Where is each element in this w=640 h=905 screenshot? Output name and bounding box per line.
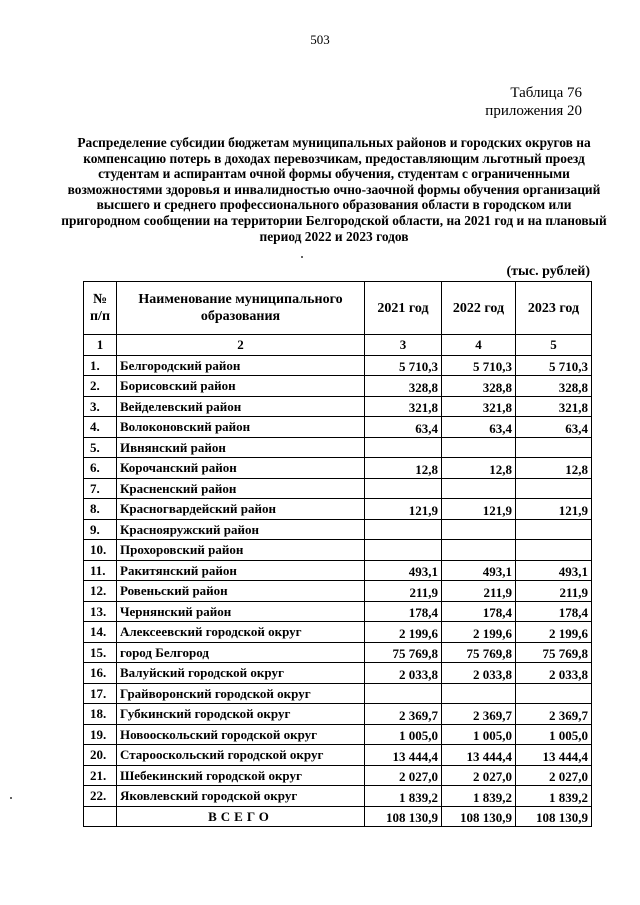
row-number: 22.	[84, 786, 117, 807]
table-row	[84, 396, 592, 417]
municipality-name: Старооскольский городской округ	[117, 745, 365, 766]
value-2021: 1 005,0	[365, 724, 442, 745]
table-row	[84, 704, 592, 725]
value-2021: 2 369,7	[365, 704, 442, 725]
index-cell: 2	[117, 335, 365, 356]
header-2022: 2022 год	[442, 282, 516, 335]
value-2021	[365, 519, 442, 540]
table-row	[84, 601, 592, 622]
header-name: Наименование муниципального образования	[117, 282, 365, 335]
table-row	[84, 519, 592, 540]
value-2021: 493,1	[365, 560, 442, 581]
total-row	[84, 806, 592, 827]
header-num: № п/п	[84, 282, 117, 335]
municipality-name: Грайворонский городской округ	[117, 683, 365, 704]
municipality-name: город Белгород	[117, 642, 365, 663]
row-number: 17.	[84, 683, 117, 704]
header-2021: 2021 год	[365, 282, 442, 335]
municipality-name: Белгородский район	[117, 355, 365, 376]
municipality-name: Красненский район	[117, 478, 365, 499]
table-row	[84, 355, 592, 376]
value-2023	[516, 683, 592, 704]
row-number: 7.	[84, 478, 117, 499]
value-2023: 178,4	[516, 601, 592, 622]
value-2022: 2 033,8	[442, 663, 516, 684]
value-2022: 2 027,0	[442, 765, 516, 786]
value-2022: 211,9	[442, 581, 516, 602]
value-2021	[365, 437, 442, 458]
municipality-name: Борисовский район	[117, 376, 365, 397]
row-number: 5.	[84, 437, 117, 458]
row-number: 12.	[84, 581, 117, 602]
index-cell: 3	[365, 335, 442, 356]
value-2021: 2 033,8	[365, 663, 442, 684]
value-2021: 121,9	[365, 499, 442, 520]
value-2023: 211,9	[516, 581, 592, 602]
value-2023: 2 033,8	[516, 663, 592, 684]
table-number: Таблица 76	[510, 85, 582, 101]
page-number: 503	[310, 32, 330, 47]
municipality-name: Волоконовский район	[117, 417, 365, 438]
row-number: 4.	[84, 417, 117, 438]
value-2021: 321,8	[365, 396, 442, 417]
value-2022	[442, 519, 516, 540]
value-2023: 75 769,8	[516, 642, 592, 663]
value-2021: 178,4	[365, 601, 442, 622]
value-2022: 321,8	[442, 396, 516, 417]
municipality-name: Красногвардейский район	[117, 499, 365, 520]
value-2023: 2 369,7	[516, 704, 592, 725]
total-2022: 108 130,9	[442, 806, 516, 827]
index-cell: 4	[442, 335, 516, 356]
value-2021: 2 199,6	[365, 622, 442, 643]
value-2021	[365, 683, 442, 704]
table-row	[84, 724, 592, 745]
municipality-name: Яковлевский городской округ	[117, 786, 365, 807]
value-2022: 13 444,4	[442, 745, 516, 766]
value-2021: 1 839,2	[365, 786, 442, 807]
municipality-name: Валуйский городской округ	[117, 663, 365, 684]
table-row	[84, 417, 592, 438]
value-2022	[442, 540, 516, 561]
value-2023: 1 005,0	[516, 724, 592, 745]
value-2023: 2 199,6	[516, 622, 592, 643]
municipality-name: Ивнянский район	[117, 437, 365, 458]
value-2023: 493,1	[516, 560, 592, 581]
index-cell: 1	[84, 335, 117, 356]
value-2023	[516, 437, 592, 458]
row-number: 18.	[84, 704, 117, 725]
header-2023: 2023 год	[516, 282, 592, 335]
value-2023: 12,8	[516, 458, 592, 479]
row-number: 16.	[84, 663, 117, 684]
value-2022: 63,4	[442, 417, 516, 438]
row-number: 8.	[84, 499, 117, 520]
value-2022: 2 199,6	[442, 622, 516, 643]
value-2021: 328,8	[365, 376, 442, 397]
value-2023	[516, 540, 592, 561]
appendix-number: приложения 20	[485, 103, 582, 119]
value-2022	[442, 437, 516, 458]
municipality-name: Шебекинский городской округ	[117, 765, 365, 786]
municipality-name: Алексеевский городской округ	[117, 622, 365, 643]
value-2022: 5 710,3	[442, 355, 516, 376]
table-row	[84, 683, 592, 704]
scan-speck	[301, 256, 303, 258]
table-row	[84, 581, 592, 602]
column-index-row	[84, 335, 592, 356]
value-2022: 493,1	[442, 560, 516, 581]
table-row	[84, 642, 592, 663]
row-number: 20.	[84, 745, 117, 766]
value-2022: 178,4	[442, 601, 516, 622]
municipality-name: Вейделевский район	[117, 396, 365, 417]
municipality-name: Прохоровский район	[117, 540, 365, 561]
row-number: 14.	[84, 622, 117, 643]
table-row	[84, 663, 592, 684]
value-2022	[442, 683, 516, 704]
table-row	[84, 745, 592, 766]
value-2023: 1 839,2	[516, 786, 592, 807]
row-number: 15.	[84, 642, 117, 663]
row-number: 13.	[84, 601, 117, 622]
table-row	[84, 540, 592, 561]
total-num-cell	[84, 806, 117, 827]
total-label: ВСЕГО	[117, 806, 365, 827]
municipality-name: Ракитянский район	[117, 560, 365, 581]
municipality-name: Краснояружский район	[117, 519, 365, 540]
table-row	[84, 765, 592, 786]
value-2021: 63,4	[365, 417, 442, 438]
row-number: 6.	[84, 458, 117, 479]
value-2022: 75 769,8	[442, 642, 516, 663]
value-2022: 2 369,7	[442, 704, 516, 725]
table-header-row	[84, 282, 592, 335]
value-2022	[442, 478, 516, 499]
municipality-name: Ровеньский район	[117, 581, 365, 602]
scan-speck	[10, 797, 12, 799]
value-2021	[365, 540, 442, 561]
table-row	[84, 376, 592, 397]
unit-label: (тыс. рублей)	[506, 264, 590, 279]
row-number: 3.	[84, 396, 117, 417]
table-reference	[485, 84, 582, 120]
value-2021: 211,9	[365, 581, 442, 602]
table-row	[84, 560, 592, 581]
subsidy-table	[83, 281, 592, 827]
municipality-name: Новооскольский городской округ	[117, 724, 365, 745]
table-row	[84, 786, 592, 807]
value-2023: 121,9	[516, 499, 592, 520]
value-2021: 13 444,4	[365, 745, 442, 766]
row-number: 21.	[84, 765, 117, 786]
table-row	[84, 458, 592, 479]
municipality-name: Корочанский район	[117, 458, 365, 479]
value-2022: 12,8	[442, 458, 516, 479]
municipality-name: Чернянский район	[117, 601, 365, 622]
value-2023: 5 710,3	[516, 355, 592, 376]
value-2021: 75 769,8	[365, 642, 442, 663]
value-2022: 328,8	[442, 376, 516, 397]
value-2023: 321,8	[516, 396, 592, 417]
row-number: 9.	[84, 519, 117, 540]
index-cell: 5	[516, 335, 592, 356]
value-2023: 63,4	[516, 417, 592, 438]
value-2023	[516, 478, 592, 499]
value-2021: 2 027,0	[365, 765, 442, 786]
table-row	[84, 499, 592, 520]
value-2021: 5 710,3	[365, 355, 442, 376]
row-number: 11.	[84, 560, 117, 581]
table-row	[84, 622, 592, 643]
row-number: 1.	[84, 355, 117, 376]
value-2023: 328,8	[516, 376, 592, 397]
value-2023	[516, 519, 592, 540]
row-number: 2.	[84, 376, 117, 397]
table-row	[84, 478, 592, 499]
value-2023: 13 444,4	[516, 745, 592, 766]
document-title: Распределение субсидии бюджетам муниципальных районов и городских округов на компенсацию потерь в доходах перевозчикам, предоставляющим льготный проезд студентам и аспирантам очной формы обучения, студентам с ограниченными возможностями здоровья и инвалидностью очно-заочной формы обучения организаций высшего и среднего профессионального образования области в городском или пригородном сообщении на территории Белгородской области, на 2021 год и на плановый период 2022 и 2023 годов	[61, 135, 607, 244]
total-2021: 108 130,9	[365, 806, 442, 827]
row-number: 19.	[84, 724, 117, 745]
value-2022: 121,9	[442, 499, 516, 520]
value-2023: 2 027,0	[516, 765, 592, 786]
row-number: 10.	[84, 540, 117, 561]
value-2021	[365, 478, 442, 499]
value-2022: 1 839,2	[442, 786, 516, 807]
table-row	[84, 437, 592, 458]
total-2023: 108 130,9	[516, 806, 592, 827]
value-2021: 12,8	[365, 458, 442, 479]
value-2022: 1 005,0	[442, 724, 516, 745]
municipality-name: Губкинский городской округ	[117, 704, 365, 725]
